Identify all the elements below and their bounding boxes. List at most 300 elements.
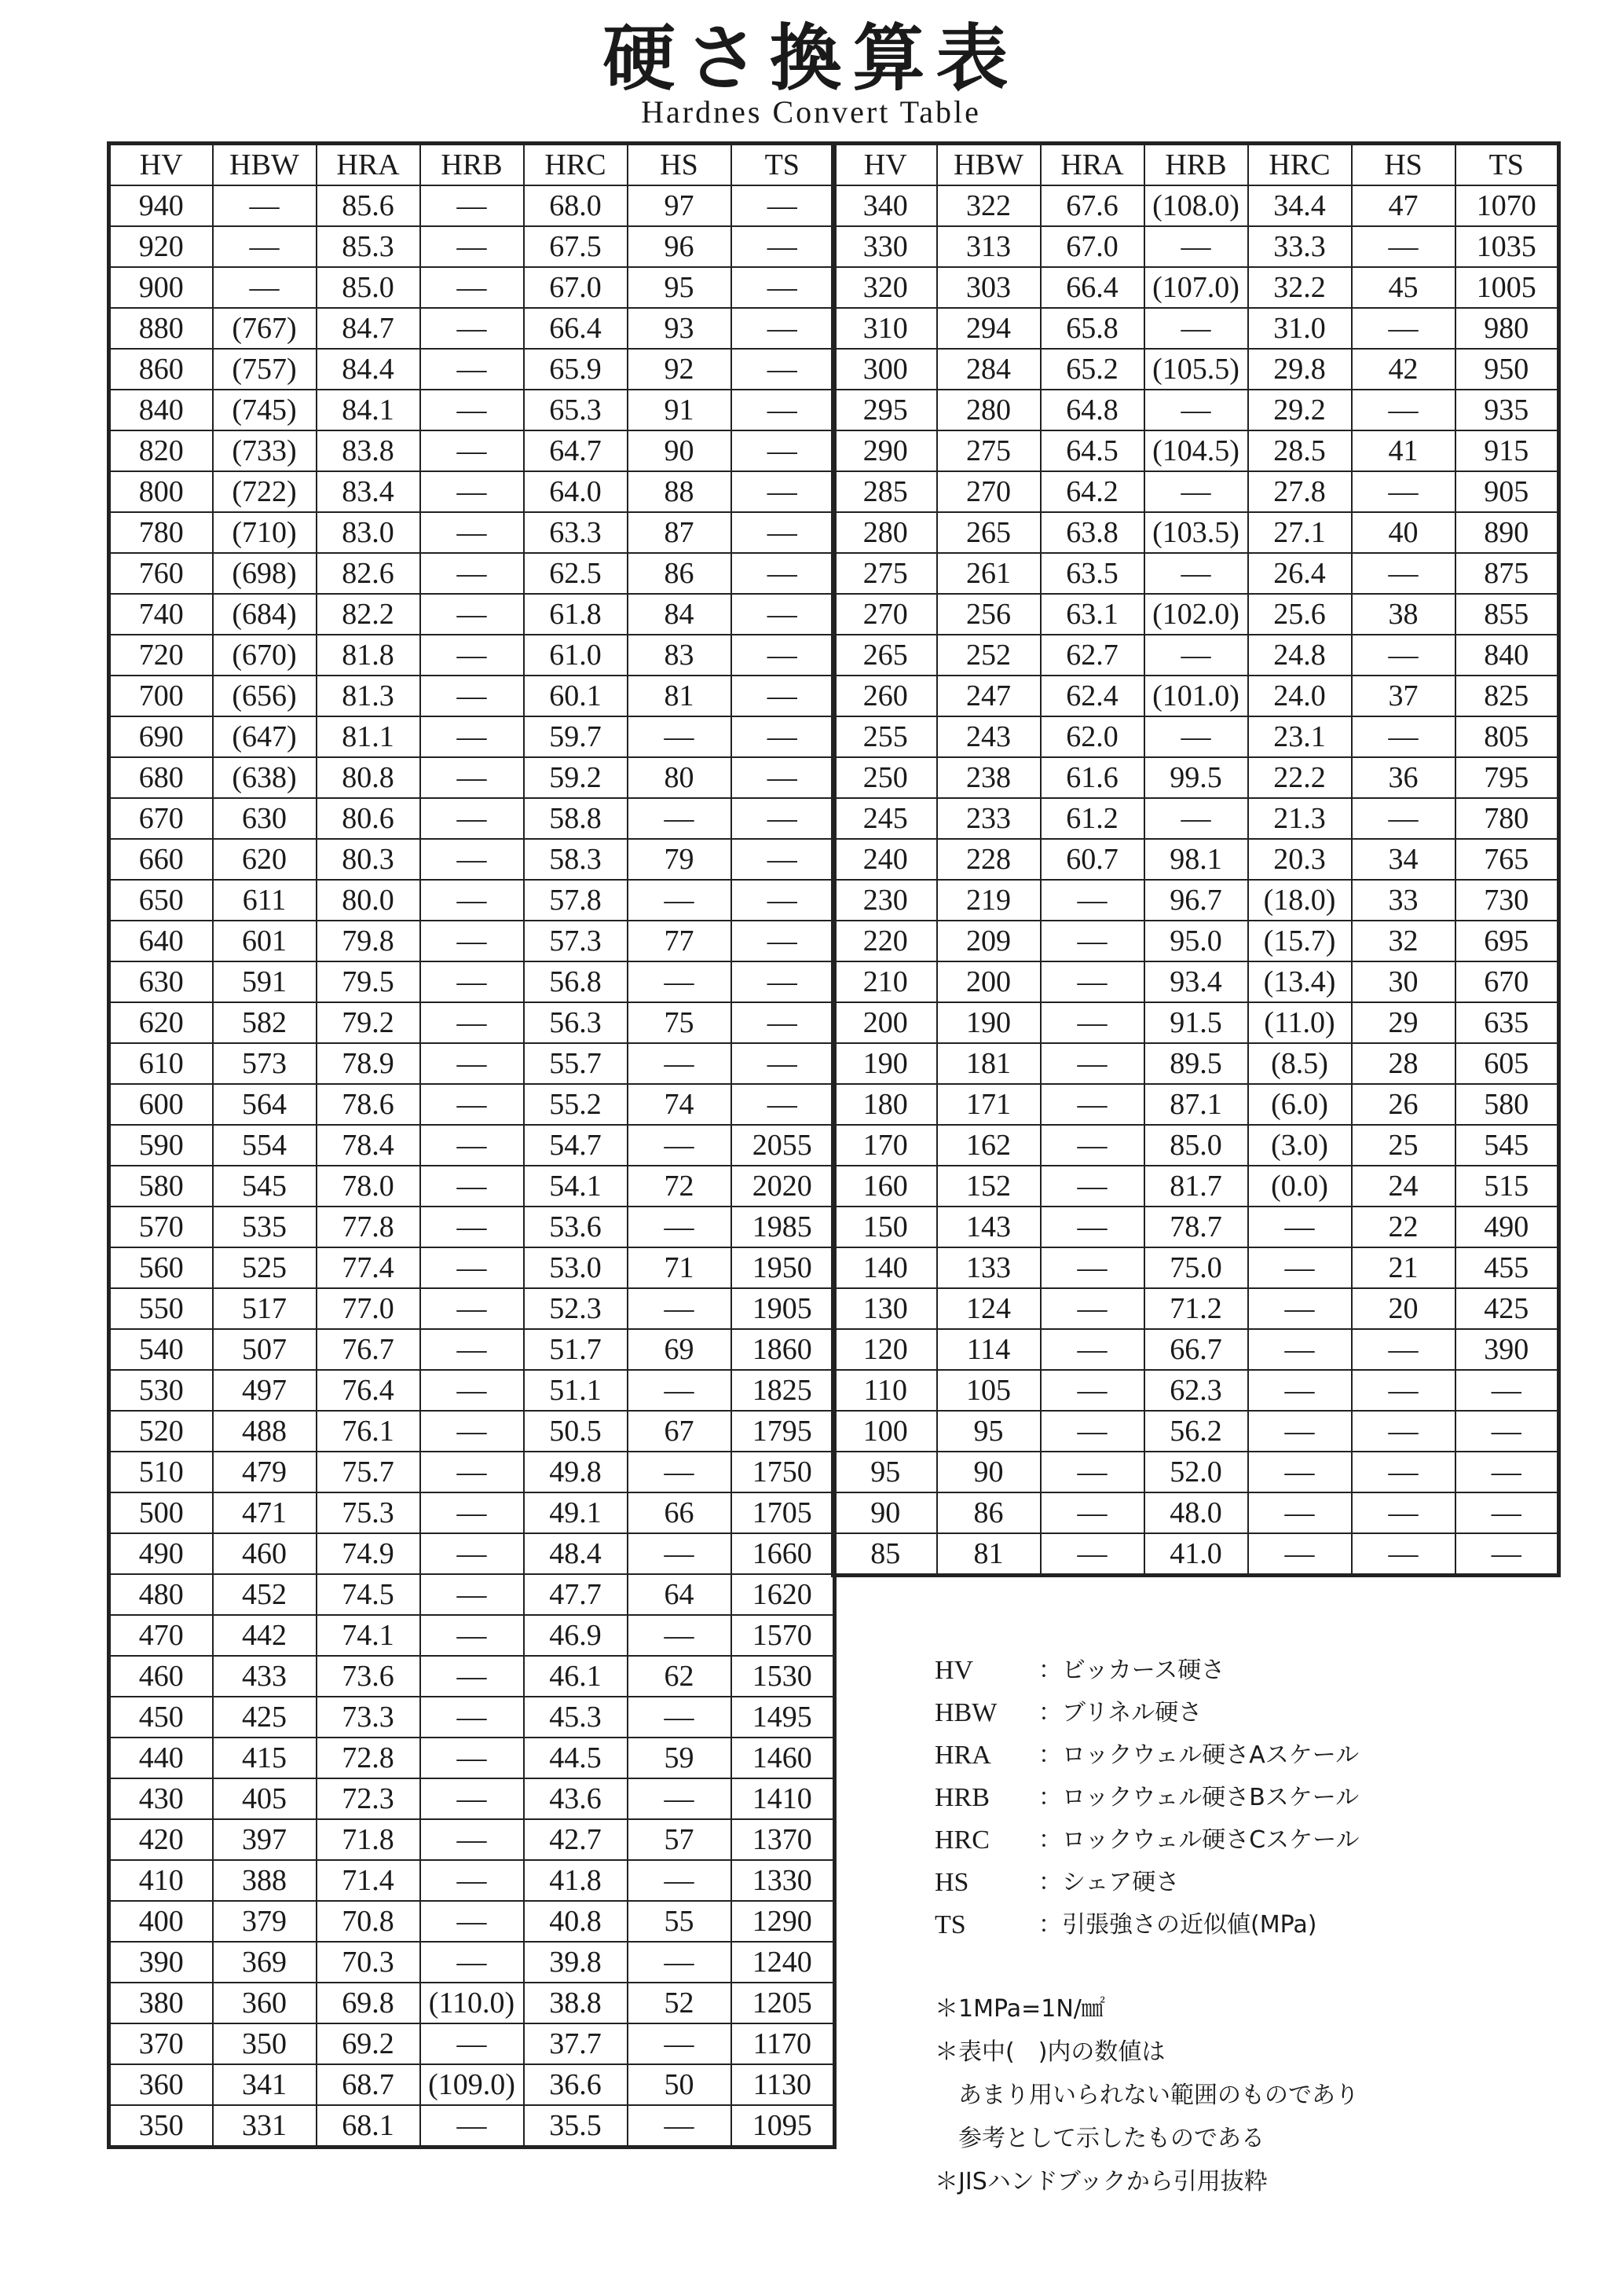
cell-hbw: 247 — [937, 676, 1041, 716]
cell-hra: — — [1041, 1492, 1144, 1533]
table-row — [109, 1574, 835, 1615]
cell-ts: — — [731, 676, 835, 716]
cell-hs: 57 — [628, 1819, 731, 1860]
legend-description: ：ロックウェル硬さCスケール — [1038, 1826, 1360, 1854]
cell-hrb: (110.0) — [420, 1983, 524, 2023]
cell-hrb: — — [420, 226, 524, 267]
cell-hbw: 152 — [937, 1166, 1041, 1207]
cell-hra: — — [1041, 1247, 1144, 1288]
cell-hrc: 27.1 — [1248, 512, 1352, 553]
cell-hv: 270 — [833, 594, 937, 635]
cell-hbw: (638) — [213, 757, 317, 798]
cell-hbw: (647) — [213, 716, 317, 757]
column-header-hra: HRA — [317, 144, 420, 186]
cell-hs: 95 — [628, 267, 731, 308]
cell-ts: 1950 — [731, 1247, 835, 1288]
cell-hra: 77.4 — [317, 1247, 420, 1288]
cell-ts: 1370 — [731, 1819, 835, 1860]
cell-hrb: — — [420, 1533, 524, 1574]
hardness-table-left — [107, 141, 837, 2149]
cell-hra: 76.7 — [317, 1329, 420, 1370]
cell-hbw: 601 — [213, 921, 317, 961]
cell-hbw: 525 — [213, 1247, 317, 1288]
cell-hrc: 21.3 — [1248, 798, 1352, 839]
cell-hv: 410 — [109, 1860, 213, 1901]
cell-hbw: (767) — [213, 308, 317, 349]
cell-hrc: 61.0 — [524, 635, 628, 676]
cell-hrc: 29.8 — [1248, 349, 1352, 390]
cell-hbw: (656) — [213, 676, 317, 716]
cell-hs: — — [1352, 390, 1455, 430]
cell-hv: 670 — [109, 798, 213, 839]
cell-ts: 1825 — [731, 1370, 835, 1411]
cell-ts: — — [1455, 1411, 1559, 1452]
cell-hs: 79 — [628, 839, 731, 880]
legend-description: ：ブリネル硬さ — [1038, 1699, 1203, 1727]
cell-hrb: — — [420, 1043, 524, 1084]
legend-item — [935, 1862, 1360, 1904]
cell-hrb: — — [420, 676, 524, 716]
cell-hra: 83.4 — [317, 471, 420, 512]
cell-hrb: — — [420, 798, 524, 839]
table-row — [833, 1533, 1559, 1576]
cell-hra: 85.6 — [317, 185, 420, 226]
legend-description: ：シェア硬さ — [1038, 1869, 1180, 1896]
cell-hrc: 55.7 — [524, 1043, 628, 1084]
cell-hv: 200 — [833, 1002, 937, 1043]
cell-hrb: 93.4 — [1144, 961, 1248, 1002]
table-row — [109, 757, 835, 798]
cell-hv: 580 — [109, 1166, 213, 1207]
hardness-table-right — [831, 141, 1561, 1577]
cell-hs: 97 — [628, 185, 731, 226]
cell-hs: 55 — [628, 1901, 731, 1942]
cell-hbw: 554 — [213, 1125, 317, 1166]
cell-hs: — — [628, 716, 731, 757]
cell-hv: 245 — [833, 798, 937, 839]
note-line: 参考として示したものである — [935, 2125, 1265, 2152]
table-row — [109, 1125, 835, 1166]
cell-hbw: 209 — [937, 921, 1041, 961]
cell-hv: 610 — [109, 1043, 213, 1084]
table-row — [109, 1778, 835, 1819]
cell-hra: 80.8 — [317, 757, 420, 798]
cell-hbw: 313 — [937, 226, 1041, 267]
cell-hbw: 270 — [937, 471, 1041, 512]
cell-hs: — — [628, 961, 731, 1002]
cell-hv: 360 — [109, 2064, 213, 2105]
cell-hbw: 331 — [213, 2105, 317, 2148]
cell-hra: 78.9 — [317, 1043, 420, 1084]
cell-hrb: — — [420, 1942, 524, 1983]
table-row — [833, 308, 1559, 349]
cell-hrc: — — [1248, 1288, 1352, 1329]
page-subtitle: Hardnes Convert Table — [641, 94, 981, 130]
cell-ts: 730 — [1455, 880, 1559, 921]
cell-hra: 81.8 — [317, 635, 420, 676]
cell-hrc: 51.1 — [524, 1370, 628, 1411]
cell-ts: — — [731, 1084, 835, 1125]
cell-hra: 80.6 — [317, 798, 420, 839]
cell-hrb: — — [420, 1819, 524, 1860]
cell-hrc: 57.3 — [524, 921, 628, 961]
cell-ts: — — [1455, 1370, 1559, 1411]
table-row — [833, 226, 1559, 267]
cell-hs: 21 — [1352, 1247, 1455, 1288]
cell-hs: 91 — [628, 390, 731, 430]
cell-hv: 380 — [109, 1983, 213, 2023]
cell-hs: 24 — [1352, 1166, 1455, 1207]
cell-hv: 130 — [833, 1288, 937, 1329]
cell-hrb: 89.5 — [1144, 1043, 1248, 1084]
cell-hra: 68.7 — [317, 2064, 420, 2105]
cell-ts: — — [731, 185, 835, 226]
table-row — [109, 1043, 835, 1084]
cell-hrb: — — [420, 961, 524, 1002]
cell-hrb: 85.0 — [1144, 1125, 1248, 1166]
table-row — [109, 1656, 835, 1697]
cell-ts: — — [731, 961, 835, 1002]
cell-hrb: — — [1144, 308, 1248, 349]
cell-hrb: (104.5) — [1144, 430, 1248, 471]
cell-hs: 37 — [1352, 676, 1455, 716]
cell-ts: 1985 — [731, 1207, 835, 1247]
cell-hv: 250 — [833, 757, 937, 798]
cell-hs: — — [628, 1697, 731, 1738]
cell-hv: 340 — [833, 185, 937, 226]
cell-hv: 240 — [833, 839, 937, 880]
table-row — [109, 1615, 835, 1656]
cell-hs: 80 — [628, 757, 731, 798]
cell-hv: 530 — [109, 1370, 213, 1411]
cell-ts: — — [731, 267, 835, 308]
note-line: ＊表中( )内の数値は — [935, 2038, 1166, 2066]
cell-hrc: 45.3 — [524, 1697, 628, 1738]
cell-hv: 570 — [109, 1207, 213, 1247]
table-row — [109, 349, 835, 390]
table-row — [109, 1207, 835, 1247]
cell-hv: 420 — [109, 1819, 213, 1860]
cell-hrc: 23.1 — [1248, 716, 1352, 757]
cell-hbw: 471 — [213, 1492, 317, 1533]
cell-hbw: 275 — [937, 430, 1041, 471]
cell-hs: — — [1352, 1329, 1455, 1370]
cell-hbw: 433 — [213, 1656, 317, 1697]
cell-hbw: 535 — [213, 1207, 317, 1247]
cell-hra: 74.9 — [317, 1533, 420, 1574]
cell-hbw: 415 — [213, 1738, 317, 1778]
table-row — [109, 2023, 835, 2064]
cell-hrb: 52.0 — [1144, 1452, 1248, 1492]
cell-hv: 650 — [109, 880, 213, 921]
cell-hrc: 54.1 — [524, 1166, 628, 1207]
table-row — [833, 921, 1559, 961]
cell-hra: 73.3 — [317, 1697, 420, 1738]
cell-hs: — — [1352, 1452, 1455, 1492]
cell-hrc: 66.4 — [524, 308, 628, 349]
cell-hrb: — — [420, 1125, 524, 1166]
cell-hbw: 479 — [213, 1452, 317, 1492]
cell-ts: 455 — [1455, 1247, 1559, 1288]
cell-hv: 100 — [833, 1411, 937, 1452]
cell-ts: 1410 — [731, 1778, 835, 1819]
cell-hrb: — — [420, 1207, 524, 1247]
cell-hra: 69.8 — [317, 1983, 420, 2023]
cell-hra: 75.7 — [317, 1452, 420, 1492]
table-row — [833, 349, 1559, 390]
cell-ts: 1005 — [1455, 267, 1559, 308]
cell-hrc: 67.0 — [524, 267, 628, 308]
cell-hrb: — — [420, 553, 524, 594]
column-header-hbw: HBW — [213, 144, 317, 186]
cell-hs: 36 — [1352, 757, 1455, 798]
cell-hrc: 24.8 — [1248, 635, 1352, 676]
cell-hbw: 379 — [213, 1901, 317, 1942]
cell-hra: 85.3 — [317, 226, 420, 267]
table-row — [833, 1125, 1559, 1166]
cell-hrc: (0.0) — [1248, 1166, 1352, 1207]
cell-hs: — — [628, 1207, 731, 1247]
cell-ts: — — [731, 716, 835, 757]
cell-ts: — — [731, 880, 835, 921]
cell-hbw: 256 — [937, 594, 1041, 635]
cell-ts: — — [731, 798, 835, 839]
cell-hs: 22 — [1352, 1207, 1455, 1247]
cell-ts: 1860 — [731, 1329, 835, 1370]
cell-hbw: 105 — [937, 1370, 1041, 1411]
cell-hv: 280 — [833, 512, 937, 553]
cell-hrb: 66.7 — [1144, 1329, 1248, 1370]
cell-hrb: — — [420, 1247, 524, 1288]
cell-ts: — — [731, 390, 835, 430]
cell-ts: 805 — [1455, 716, 1559, 757]
cell-ts: 1290 — [731, 1901, 835, 1942]
table-row — [833, 1370, 1559, 1411]
cell-hbw: 95 — [937, 1411, 1041, 1452]
cell-hrb: — — [420, 1738, 524, 1778]
cell-hbw: 517 — [213, 1288, 317, 1329]
table-row — [833, 185, 1559, 226]
legend-key: HBW — [935, 1698, 998, 1727]
cell-hv: 840 — [109, 390, 213, 430]
cell-ts: 1205 — [731, 1983, 835, 2023]
table-row — [833, 267, 1559, 308]
cell-hv: 190 — [833, 1043, 937, 1084]
cell-hs: 81 — [628, 676, 731, 716]
cell-hbw: 488 — [213, 1411, 317, 1452]
cell-hrb: — — [420, 430, 524, 471]
cell-hbw: 360 — [213, 1983, 317, 2023]
cell-hv: 295 — [833, 390, 937, 430]
cell-ts: 1705 — [731, 1492, 835, 1533]
cell-ts: 980 — [1455, 308, 1559, 349]
cell-hrb: — — [420, 1084, 524, 1125]
cell-hbw: 252 — [937, 635, 1041, 676]
cell-hs: 32 — [1352, 921, 1455, 961]
cell-hrc: 53.6 — [524, 1207, 628, 1247]
cell-hs: — — [1352, 226, 1455, 267]
cell-hs: 33 — [1352, 880, 1455, 921]
cell-ts: — — [731, 349, 835, 390]
cell-hra: 64.5 — [1041, 430, 1144, 471]
cell-hrb: 99.5 — [1144, 757, 1248, 798]
cell-hs: 77 — [628, 921, 731, 961]
cell-hra: — — [1041, 1166, 1144, 1207]
legend — [935, 1650, 1360, 1946]
cell-hv: 940 — [109, 185, 213, 226]
table-row — [833, 839, 1559, 880]
cell-hs: 45 — [1352, 267, 1455, 308]
cell-ts: 1170 — [731, 2023, 835, 2064]
cell-hrb: 87.1 — [1144, 1084, 1248, 1125]
cell-hv: 400 — [109, 1901, 213, 1942]
table-row — [109, 512, 835, 553]
cell-hv: 540 — [109, 1329, 213, 1370]
table-row — [109, 1819, 835, 1860]
cell-hbw: 303 — [937, 267, 1041, 308]
cell-hbw: 620 — [213, 839, 317, 880]
cell-hv: 180 — [833, 1084, 937, 1125]
cell-hra: 74.5 — [317, 1574, 420, 1615]
cell-hrb: — — [420, 1492, 524, 1533]
cell-ts: 890 — [1455, 512, 1559, 553]
cell-hs: — — [1352, 553, 1455, 594]
cell-ts: 915 — [1455, 430, 1559, 471]
cell-hrb: — — [420, 716, 524, 757]
cell-hrb: — — [420, 349, 524, 390]
cell-hbw: 243 — [937, 716, 1041, 757]
cell-hra: 71.4 — [317, 1860, 420, 1901]
cell-hv: 440 — [109, 1738, 213, 1778]
cell-hs: 59 — [628, 1738, 731, 1778]
cell-hv: 290 — [833, 430, 937, 471]
cell-hrb: — — [420, 185, 524, 226]
legend-key: HV — [935, 1656, 974, 1685]
cell-hv: 430 — [109, 1778, 213, 1819]
cell-hrb: — — [420, 594, 524, 635]
table-row — [109, 1942, 835, 1983]
cell-hrb: — — [420, 1697, 524, 1738]
cell-hrc: — — [1248, 1533, 1352, 1576]
table-row — [833, 1247, 1559, 1288]
cell-hra: 82.2 — [317, 594, 420, 635]
cell-hrc: (6.0) — [1248, 1084, 1352, 1125]
column-header-hrc: HRC — [524, 144, 628, 186]
cell-hbw: 573 — [213, 1043, 317, 1084]
cell-ts: 1130 — [731, 2064, 835, 2105]
cell-hrc: 59.7 — [524, 716, 628, 757]
cell-hbw: 507 — [213, 1329, 317, 1370]
cell-hrc: 50.5 — [524, 1411, 628, 1452]
cell-hra: 70.8 — [317, 1901, 420, 1942]
cell-ts: 1570 — [731, 1615, 835, 1656]
legend-key: HRC — [935, 1825, 990, 1855]
cell-hbw: 219 — [937, 880, 1041, 921]
cell-hbw: 405 — [213, 1778, 317, 1819]
cell-hra: — — [1041, 1370, 1144, 1411]
cell-hra: 74.1 — [317, 1615, 420, 1656]
cell-hrc: (15.7) — [1248, 921, 1352, 961]
cell-hbw: 452 — [213, 1574, 317, 1615]
cell-hv: 690 — [109, 716, 213, 757]
cell-hra: 68.1 — [317, 2105, 420, 2148]
cell-hv: 920 — [109, 226, 213, 267]
cell-hra: — — [1041, 1002, 1144, 1043]
cell-hrb: — — [1144, 471, 1248, 512]
cell-hra: 60.7 — [1041, 839, 1144, 880]
cell-hrc: — — [1248, 1492, 1352, 1533]
cell-hbw: 190 — [937, 1002, 1041, 1043]
cell-hrc: 44.5 — [524, 1738, 628, 1778]
cell-ts: 765 — [1455, 839, 1559, 880]
cell-hv: 120 — [833, 1329, 937, 1370]
cell-hrb: — — [420, 757, 524, 798]
cell-ts: 545 — [1455, 1125, 1559, 1166]
cell-hrc: 52.3 — [524, 1288, 628, 1329]
cell-hs: — — [628, 1043, 731, 1084]
cell-hrb: — — [1144, 716, 1248, 757]
table-row — [109, 880, 835, 921]
table-row — [833, 961, 1559, 1002]
cell-hbw: 611 — [213, 880, 317, 921]
cell-hs: — — [1352, 635, 1455, 676]
cell-hv: 150 — [833, 1207, 937, 1247]
cell-hrc: 67.5 — [524, 226, 628, 267]
cell-hbw: 86 — [937, 1492, 1041, 1533]
cell-hs: 30 — [1352, 961, 1455, 1002]
cell-hra: — — [1041, 1043, 1144, 1084]
cell-hv: 490 — [109, 1533, 213, 1574]
cell-hrc: 64.7 — [524, 430, 628, 471]
cell-hbw: 460 — [213, 1533, 317, 1574]
table-row — [833, 1043, 1559, 1084]
cell-hrc: 22.2 — [1248, 757, 1352, 798]
cell-hv: 370 — [109, 2023, 213, 2064]
cell-hv: 550 — [109, 1288, 213, 1329]
cell-hs: 64 — [628, 1574, 731, 1615]
cell-hs: — — [628, 880, 731, 921]
column-header-hs: HS — [1352, 144, 1455, 186]
cell-hbw: (698) — [213, 553, 317, 594]
legend-item — [935, 1777, 1360, 1819]
note-line: あまり用いられない範囲のものであり — [935, 2082, 1359, 2109]
cell-hv: 820 — [109, 430, 213, 471]
cell-hrc: 40.8 — [524, 1901, 628, 1942]
cell-ts: 580 — [1455, 1084, 1559, 1125]
cell-hra: 79.2 — [317, 1002, 420, 1043]
cell-hrc: — — [1248, 1207, 1352, 1247]
cell-hrb: — — [420, 1778, 524, 1819]
cell-hrc: 29.2 — [1248, 390, 1352, 430]
cell-hv: 390 — [109, 1942, 213, 1983]
cell-hra: 78.0 — [317, 1166, 420, 1207]
cell-hrb: (105.5) — [1144, 349, 1248, 390]
column-header-hrb: HRB — [1144, 144, 1248, 186]
cell-hrb: — — [420, 1288, 524, 1329]
cell-hv: 285 — [833, 471, 937, 512]
cell-hrc: 31.0 — [1248, 308, 1352, 349]
table-row — [833, 390, 1559, 430]
cell-hs: 71 — [628, 1247, 731, 1288]
cell-hra: 62.7 — [1041, 635, 1144, 676]
cell-ts: 875 — [1455, 553, 1559, 594]
cell-hs: — — [1352, 1411, 1455, 1452]
column-header-hrb: HRB — [420, 144, 524, 186]
cell-ts: 1660 — [731, 1533, 835, 1574]
cell-hrc: 49.8 — [524, 1452, 628, 1492]
cell-hs: — — [1352, 1492, 1455, 1533]
cell-hrb: 98.1 — [1144, 839, 1248, 880]
